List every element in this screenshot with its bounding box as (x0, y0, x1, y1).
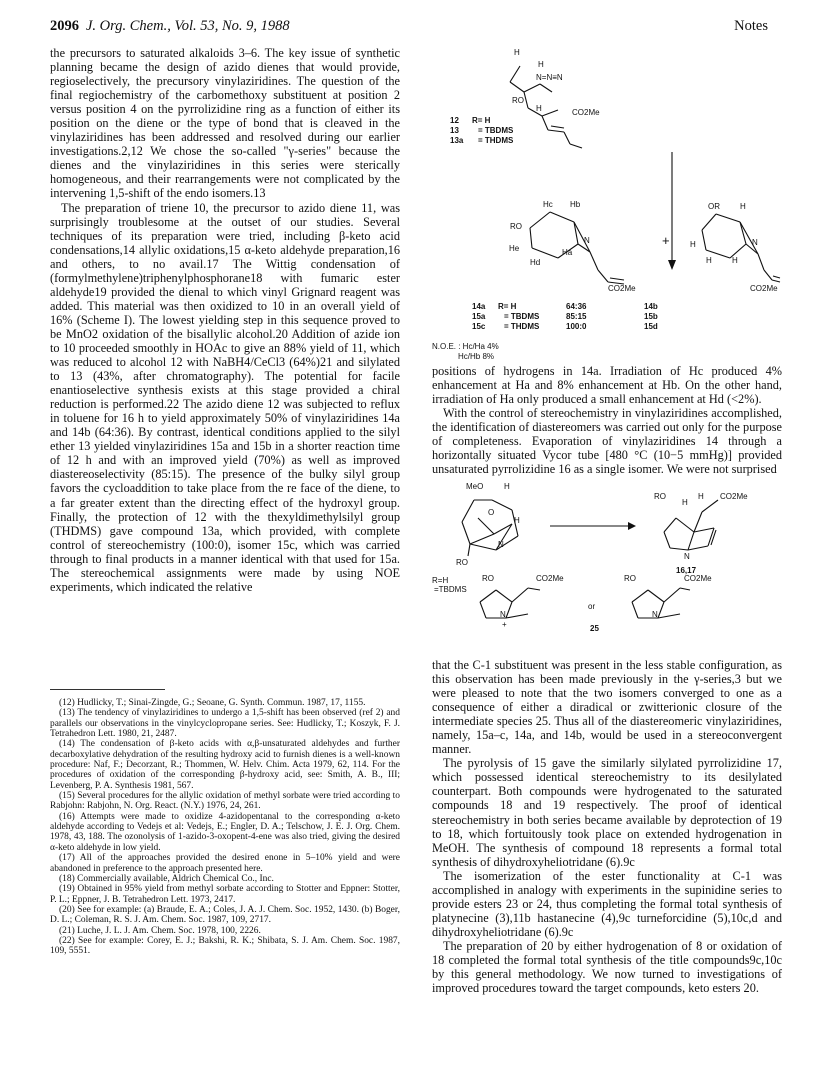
r-definition: =TBDMS (434, 585, 467, 594)
footnote: (12) Hudlicky, T.; Sinai-Zingde, G.; Seoane, G. Synth. Commun. 1987, 17, 1155. (59, 698, 366, 708)
journal-citation: J. Org. Chem., Vol. 53, No. 9, 1988 (86, 18, 290, 34)
atom-label: H (706, 256, 712, 265)
atom-label: RO (512, 96, 524, 105)
product-number: 14b (644, 302, 658, 311)
atom-label: H (698, 492, 704, 501)
ester-label: CO2Me (536, 574, 564, 583)
footnote: (19) Obtained in 95% yield from methyl sorbate according to Stotter and Eppner: Stotter, P. L.; Eppner, J. B. Tetrahedron Lett. 1973, 2417. (50, 884, 400, 905)
left-column (50, 46, 400, 594)
paragraph: With the control of stereochemistry in vinylaziridines accomplished, the identification of diastereomers was carried out only for the purpose of completeness. Evaporation of vinylaziridines 14 through a horizontally situated Vycor tube [480 °C (10−5 mmHg)] provided unsaturated pyrrolizidine 16 as a single isomer. We were not surprised (432, 406, 782, 477)
atom-label: H (538, 60, 544, 69)
footnote: (21) Luche, J. L. J. Am. Chem. Soc. 1978, 100, 2226. (59, 925, 261, 936)
atom-label: O (488, 508, 495, 517)
running-head (50, 18, 768, 40)
compound-number: 13a (450, 136, 464, 145)
product-r: = THDMS (504, 322, 540, 331)
scheme-pyrolysis-drawing (432, 478, 782, 660)
atom-label: H (740, 202, 746, 211)
footnote: (18) Commercially available, Aldrich Chemical Co., Inc. (59, 873, 274, 884)
paragraph: The isomerization of the ester functionality at C-1 was accomplished in analogy with experiments in the supinidine series to provide esters 23 or 24, thus completing the formal total synthesis of platynecine (3),11b hastanecine (4),9c turneforcidine (5),10c,d and dihydroxyheliotridane (6).9c (432, 868, 782, 939)
compound-r: = TBDMS (478, 126, 514, 135)
product-ratio: 64:36 (566, 302, 587, 311)
atom-label: RO (482, 574, 494, 583)
footnote: (14) The condensation of β-keto acids with α,β-unsaturated aldehydes and further decarboxylative dehydration of the resulting hydroxy acid to furnish dienes is a well-known procedure: Naf, F.; Decorzant, R.; Thommen, W. Helv. Chim. Acta 1979, 62, 114. For the procedures of oxidation of the corresponding β-hydroxy acid, see: Smith, A. B., III; Levenberg, P. A. Synthesis 1981, 567. (50, 739, 400, 791)
compound-r: R= H (472, 116, 491, 125)
atom-label: N (752, 238, 758, 247)
atom-label: MeO (466, 482, 484, 491)
atom-label: H (536, 104, 542, 113)
atom-label: H (504, 482, 510, 491)
footnote: (17) All of the approaches provided the desired enone in 5–10% yield and were abandoned in preference to the approach presented here. (50, 853, 400, 874)
atom-label: H (514, 48, 520, 57)
atom-label: N (652, 610, 658, 619)
right-column-bottom (432, 658, 782, 995)
page-number: 2096 (50, 18, 79, 34)
scheme-pyrolysis (432, 478, 782, 660)
atom-label: N (498, 540, 504, 549)
product-r: R= H (498, 302, 517, 311)
paragraph: that the C-1 substituent was present in the less stable configuration, as this observation has been made previously in the γ-series,3 but we were pleased to note that the two isomers converged to one as a consequence of either a diradical or zwitterionic closure of the intermediate species 25. Thus all of the diastereomeric vinylaziridines, namely, 15a–c, 14a, and 14b, would be used in a stereoconvergent manner. (432, 658, 782, 757)
atom-label: RO (456, 558, 468, 567)
section-label: Notes (734, 18, 768, 34)
azide-label: N=N≡N (536, 73, 563, 82)
ester-label: CO2Me (572, 108, 600, 117)
paragraph: The preparation of 20 by either hydrogenation of 8 or oxidation of 18 completed the formal total synthesis of the title compounds9c,10c by this general methodology. We now turned to investigations of improved procedures toward the target compounds, keto esters 20. (432, 938, 782, 996)
noe-label: Hc/Hb 8% (458, 352, 495, 361)
ester-label: CO2Me (720, 492, 748, 501)
product-number: 15c (472, 322, 486, 331)
atom-label: N (584, 236, 590, 245)
or-label: or (588, 602, 596, 611)
compound-number: 25 (590, 624, 599, 633)
atom-label: He (509, 244, 520, 253)
right-column-top (432, 364, 782, 476)
ester-label: CO2Me (608, 284, 636, 293)
paragraph: The preparation of triene 10, the precursor to azido diene 11, was surprisingly troublesome at the outset of our studies. Several techniques of its preparation were tried, including β-keto acid condensations,14 allylic oxidations,15 α-keto aldehyde preparation,16 and others, to no avail.17 The Wittig condensation of (formylmethylene)triphenylphosphorane18 with fumaric ester aldehyde19 provided the dienal to which vinyl Grignard reagent was added. This material was then oxidized to 10 in an overall yield of 16% (Scheme I). The lowest yielding step in this sequence proved to be MnO2 oxidation of the bisallylic alcohol.20 Addition of azide ion to 10 proceeded smoothly in HOAc to give an 88% yield of 11, which was reduced to alcohol 12 with NaBH4/CeCl3 (64%)21 and silylated to 13 (43%, after chromatography). The potential for facile enantioselective synthesis exists at this stage provided a chiral reduction is performed.22 The azido diene 12 was subjected to reflux in toluene for 16 h to yield approximately 50% of vinylaziridines 14a and 14b (64:36). By contrast, identical conditions applied to the silyl ether 13 yielded vinylaziridines 15a and 15b in a shorter reaction time of 12 h and with an improved yield (70%) as well as improved diastereoselectivity (85:15). The presence of the bulky silyl group favors the cycloaddition to take place from the re face of the diene, to a far greater extent than the directing effect of the hydroxyl group. Finally, the protection of 12 with the thexyldimethylsilyl group (THDMS) gave compound 13a, which provided, with complete control of stereochemistry (100:0), isomer 15c, which was carried through to final products in a manner identical with that used for 15a. The stereochemical assignments were made by using NOE experiments, which indicated the relative (50, 200, 400, 594)
atom-label: Hb (570, 200, 581, 209)
atom-label: RO (510, 222, 522, 231)
atom-label: Hc (543, 200, 553, 209)
paragraph: The pyrolysis of 15 gave the similarly silylated pyrrolizidine 17, which possessed identical stereochemistry to its desilylated counterpart. Both compounds were hydrogenated to the saturated compounds 18 and 19 respectively. The proof of identical stereochemistry in both series became available by deprotection of 19 to 18, which fortuitously took place on extended hydrogenation in MeOH. The synthesis of compound 18 represents a formal total synthesis of dihydroxyheliotridane (6).9c (432, 756, 782, 869)
atom-label: H (732, 256, 738, 265)
atom-label: N (500, 610, 506, 619)
atom-label: RO (624, 574, 636, 583)
product-number: 14a (472, 302, 486, 311)
footnote-rule (50, 689, 165, 690)
atom-label: N (684, 552, 690, 561)
compound-r: = THDMS (478, 136, 514, 145)
compound-number: 12 (450, 116, 459, 125)
footnote: (15) Several procedures for the allylic oxidation of methyl sorbate were tried according to Rabjohn: Rabjohn, N. Org. React. (N.Y.) 1976, 24, 261. (50, 791, 400, 812)
atom-label: H (682, 498, 688, 507)
atom-label: H (690, 240, 696, 249)
noe-label: N.O.E. : Hc/Ha 4% (432, 342, 499, 351)
footnotes (50, 698, 400, 957)
atom-label: Hd (530, 258, 541, 267)
atom-label: Ha (562, 248, 573, 257)
compound-number: 16,17 (676, 566, 697, 575)
plus-sign: + (662, 233, 670, 248)
ester-label: CO2Me (684, 574, 712, 583)
compound-number: 13 (450, 126, 459, 135)
product-number: 15b (644, 312, 658, 321)
footnote: (16) Attempts were made to oxidize 4-azidopentanal to the corresponding α-keto aldehyde according to Vedejs et al: Vedejs, E.; Engler, D. A.; Telschow, J. E. J. Org. Chem. 1978, 43, 188. The ozonolysis of 1-azido-3-oxopent-4-ene was also tried, giving the desired α-keto aldehyde in low yield. (50, 811, 400, 853)
product-ratio: 85:15 (566, 312, 587, 321)
paragraph: the precursors to saturated alkaloids 3–6. The key issue of synthetic planning became the design of azido dienes that would provide, regioselectively, the precursory vinylaziridines. The question of the final regiochemistry of the carbomethoxy substituent at position 2 versus position 4 on the pyrrolizidine ring as a function of either its position on the diene or the type of bond that is cleaved in the vinylaziridines has been addressed and resolved during our earlier investigations.2,12 We chose the so-called "γ-series" because the dienes and the vinylaziridines in this series were sterically homogeneous, and their rearrangements were not complicated by the intervening 1,5-shift of the endo isomers.13 (50, 46, 400, 201)
footnote: (20) See for example: (a) Braude, E. A.; Coles, J. A. J. Chem. Soc. 1952, 1430. (b) Boger, D. L.; Coleman, R. S. J. Am. Chem. Soc. 1987, 109, 2717. (50, 904, 400, 926)
scheme-cycloaddition (432, 44, 782, 364)
product-number: 15a (472, 312, 486, 321)
atom-label: RO (654, 492, 666, 501)
product-ratio: 100:0 (566, 322, 587, 331)
product-r: = TBDMS (504, 312, 540, 321)
r-definition: R=H (432, 576, 449, 585)
atom-label: H (514, 516, 520, 525)
footnote: (13) The tendency of vinylaziridines to undergo a 1,5-shift has been observed (ref 2) and parallels our observations in the vinylcyclopropane series. See: Hudlicky, T.; Koszyk, F. J. Tetrahedron Lett. 1980, 21, 2487. (50, 708, 400, 740)
charge-label: + (502, 620, 507, 629)
footnote: (22) See for example: Corey, E. J.; Bakshi, R. K.; Shibata, S. J. Am. Chem. Soc. 1987, 109, 5551. (50, 935, 400, 957)
ester-label: CO2Me (750, 284, 778, 293)
product-number: 15d (644, 322, 658, 331)
paragraph: positions of hydrogens in 14a. Irradiation of Hc produced 4% enhancement at Ha and 8% enhancement at Hb. On the other hand, irradiation of Ha only produced a small enhancement at Hd (<2%). (432, 364, 782, 407)
atom-label: OR (708, 202, 720, 211)
